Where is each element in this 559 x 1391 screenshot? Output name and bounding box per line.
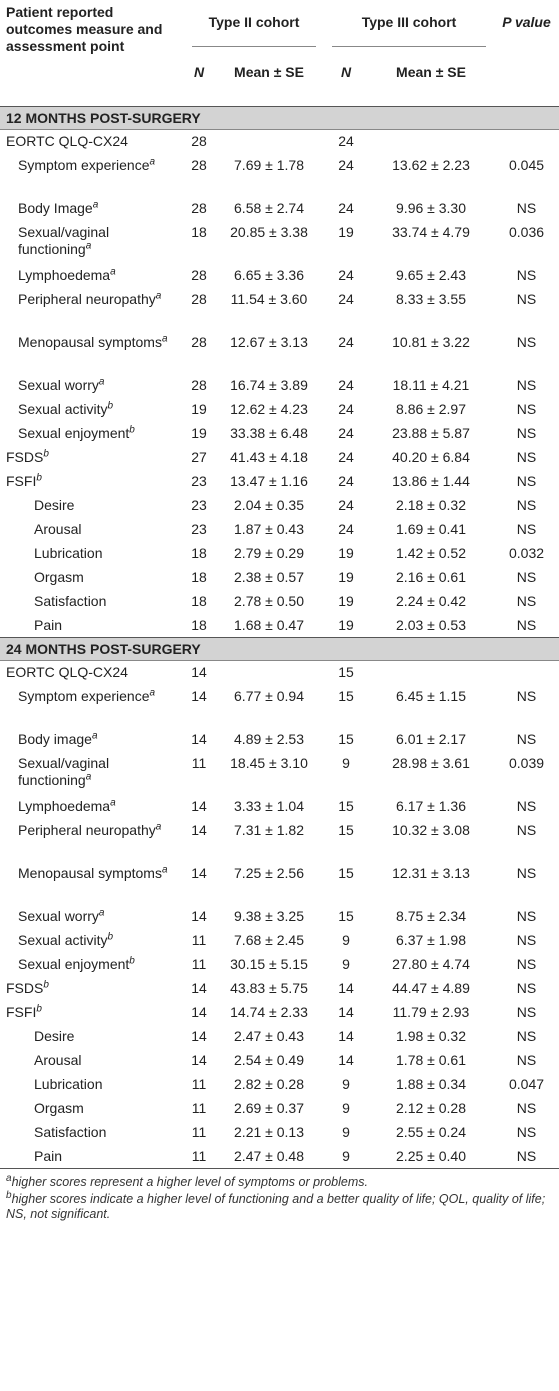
table-row bbox=[0, 795, 559, 819]
type3-n-cell: 9 bbox=[342, 754, 350, 771]
table-row bbox=[0, 819, 559, 862]
table-row bbox=[0, 542, 559, 566]
type3-n-cell: 24 bbox=[338, 376, 354, 393]
table-row bbox=[0, 1097, 559, 1121]
row-label: Menopausal symptoms$^a$ bbox=[18, 863, 168, 881]
type2-mean-cell: 2.79 ± 0.29 bbox=[234, 544, 304, 561]
type3-n-cell: 9 bbox=[324, 1145, 368, 1169]
type3-n-cell: 24 bbox=[338, 424, 354, 441]
type2-mean-cell: 16.74 ± 3.89 bbox=[230, 376, 308, 393]
type3-n-cell: 24 bbox=[338, 133, 354, 149]
p-value-cell: NS bbox=[516, 290, 537, 307]
row-label: Pain bbox=[34, 616, 63, 633]
type2-n-cell: 14 bbox=[191, 821, 207, 838]
p-value-cell: NS bbox=[516, 1099, 537, 1116]
type2-n-cell: 14 bbox=[191, 1003, 207, 1020]
p-value-cell: NS bbox=[516, 907, 537, 924]
type3-n-cell: 14 bbox=[338, 1003, 354, 1020]
footnote-marker: a bbox=[110, 265, 116, 277]
footnote-marker: b bbox=[43, 978, 49, 990]
footnote-marker: a bbox=[155, 820, 162, 832]
footnote-marker: b bbox=[107, 930, 114, 942]
type2-n-cell: 11 bbox=[184, 1145, 214, 1169]
row-label: Lubrication bbox=[34, 544, 103, 561]
type2-n-cell: 28 bbox=[191, 333, 207, 350]
footnote-marker: a bbox=[161, 332, 168, 344]
p-value-cell: NS bbox=[516, 821, 537, 838]
type3-mean-cell: 9.96 ± 3.30 bbox=[396, 199, 466, 216]
footnotes bbox=[0, 1169, 559, 1222]
type2-n-cell: 11 bbox=[191, 931, 207, 948]
type3-mean-cell: 6.01 ± 2.17 bbox=[396, 730, 466, 747]
type2-n-cell: 19 bbox=[191, 400, 207, 417]
type2-n-cell: 23 bbox=[191, 496, 207, 513]
p-value-cell: NS bbox=[516, 931, 537, 948]
row-label: Sexual/vaginal functioning$^a$ bbox=[18, 223, 110, 257]
type2-n-cell: 23 bbox=[191, 472, 207, 489]
p-value-cell: NS bbox=[516, 616, 537, 633]
table-row bbox=[0, 398, 559, 422]
row-label: Sexual worry$^a$ bbox=[18, 906, 105, 924]
type3-mean-cell: 9.65 ± 2.43 bbox=[396, 266, 466, 283]
type3-mean-cell: 2.18 ± 0.32 bbox=[396, 496, 466, 513]
footnote-marker: a bbox=[85, 239, 92, 251]
type3-mean-cell: 1.78 ± 0.61 bbox=[396, 1051, 466, 1068]
type3-mean-cell: 2.55 ± 0.24 bbox=[396, 1123, 466, 1140]
footnote-marker: a bbox=[161, 863, 168, 875]
table-row bbox=[0, 130, 559, 154]
type2-mean-cell: 2.54 ± 0.49 bbox=[234, 1051, 304, 1068]
type2-n-cell: 18 bbox=[191, 592, 207, 609]
type2-n-cell: 11 bbox=[191, 1099, 207, 1116]
type2-mean-cell: 2.04 ± 0.35 bbox=[234, 496, 304, 513]
type2-n-cell: 11 bbox=[191, 955, 207, 972]
type3-n-cell: 24 bbox=[338, 333, 354, 350]
p-value-cell: NS bbox=[516, 266, 537, 283]
type3-mean-cell: 33.74 ± 4.79 bbox=[392, 223, 470, 240]
table-row bbox=[0, 1073, 559, 1097]
p-value-cell: 0.036 bbox=[508, 223, 545, 240]
footnote-marker: a bbox=[149, 155, 156, 167]
footnote-marker: a bbox=[155, 289, 162, 301]
row-label: Orgasm bbox=[34, 568, 84, 585]
type2-n-cell: 14 bbox=[191, 797, 207, 814]
p-value-cell: NS bbox=[516, 472, 537, 489]
type2-mean-cell: 2.69 ± 0.37 bbox=[234, 1099, 304, 1116]
header-n-type3: N bbox=[324, 48, 368, 106]
table-row bbox=[0, 374, 559, 398]
type2-n-cell: 11 bbox=[191, 1123, 207, 1140]
table-row bbox=[0, 470, 559, 494]
p-value-cell bbox=[494, 661, 559, 685]
row-label: Lymphoedema$^a$ bbox=[18, 265, 116, 283]
header-mean-type2: Mean ± SE bbox=[214, 48, 324, 106]
type3-n-cell: 19 bbox=[338, 616, 354, 633]
type2-mean-cell: 2.82 ± 0.28 bbox=[234, 1075, 304, 1092]
section-title: 24 MONTHS POST-SURGERY bbox=[0, 638, 559, 661]
type3-mean-cell: 13.62 ± 2.23 bbox=[392, 156, 470, 173]
type2-mean-cell: 30.15 ± 5.15 bbox=[230, 955, 308, 972]
footnote-marker: b bbox=[36, 1002, 42, 1014]
type2-n-cell: 28 bbox=[191, 133, 207, 149]
type2-mean-cell: 1.68 ± 0.47 bbox=[234, 616, 304, 633]
type2-n-cell: 28 bbox=[191, 266, 207, 283]
section-header bbox=[0, 638, 559, 661]
row-label: Body Image$^a$ bbox=[18, 198, 99, 216]
section-title: 12 MONTHS POST-SURGERY bbox=[0, 107, 559, 130]
type3-n-cell: 15 bbox=[338, 664, 354, 680]
type2-n-cell: 28 bbox=[191, 376, 207, 393]
type3-mean-cell: 6.37 ± 1.98 bbox=[396, 931, 466, 948]
type2-mean-cell: 13.47 ± 1.16 bbox=[230, 472, 308, 489]
table-row bbox=[0, 422, 559, 446]
table-row bbox=[0, 905, 559, 929]
type2-n-cell: 14 bbox=[191, 687, 207, 704]
type3-n-cell: 15 bbox=[338, 797, 354, 814]
type3-n-cell: 9 bbox=[342, 931, 350, 948]
row-label: Peripheral neuropathy$^a$ bbox=[18, 289, 162, 307]
table-row bbox=[0, 264, 559, 288]
type2-n-cell: 18 bbox=[191, 223, 207, 240]
footnote-marker: b bbox=[129, 423, 135, 435]
row-label: Symptom experience$^a$ bbox=[18, 155, 156, 173]
type3-n-cell: 19 bbox=[338, 223, 354, 240]
row-label: Pain bbox=[0, 1145, 184, 1169]
type2-mean-cell bbox=[214, 661, 324, 685]
type2-n-cell: 18 bbox=[191, 616, 207, 633]
type3-mean-cell: 27.80 ± 4.74 bbox=[392, 955, 470, 972]
type2-mean-cell: 3.33 ± 1.04 bbox=[234, 797, 304, 814]
p-value-cell: NS bbox=[516, 496, 537, 513]
header-p-value: P value bbox=[502, 14, 551, 30]
type2-mean-cell: 6.65 ± 3.36 bbox=[234, 266, 304, 283]
type3-mean-cell: 6.17 ± 1.36 bbox=[396, 797, 466, 814]
type3-mean-cell: 40.20 ± 6.84 bbox=[392, 448, 470, 465]
type3-n-cell: 15 bbox=[338, 730, 354, 747]
row-label: Satisfaction bbox=[34, 1123, 107, 1140]
type2-n-cell: 27 bbox=[191, 448, 207, 465]
type2-mean-cell: 9.38 ± 3.25 bbox=[234, 907, 304, 924]
type3-mean-cell: 23.88 ± 5.87 bbox=[392, 424, 470, 441]
table-row bbox=[0, 929, 559, 953]
header-n-type2: N bbox=[184, 48, 214, 106]
row-label: FSDS$^b$ bbox=[6, 978, 49, 996]
p-value-cell: NS bbox=[516, 568, 537, 585]
type2-n-cell: 19 bbox=[191, 424, 207, 441]
footnote-marker: a bbox=[98, 906, 105, 918]
p-value-cell: NS bbox=[516, 1003, 537, 1020]
p-value-cell bbox=[494, 130, 559, 154]
type2-mean-cell: 7.69 ± 1.78 bbox=[234, 156, 304, 173]
row-label: Sexual activity$^b$ bbox=[18, 399, 114, 417]
type2-n-cell: 11 bbox=[191, 754, 207, 771]
p-value-cell: NS bbox=[516, 376, 537, 393]
table-row bbox=[0, 661, 559, 685]
p-value-cell: NS bbox=[516, 1123, 537, 1140]
table-row bbox=[0, 1145, 559, 1169]
type2-n-cell: 14 bbox=[191, 730, 207, 747]
footnote-marker: b bbox=[43, 447, 49, 459]
p-value-cell: NS bbox=[516, 955, 537, 972]
type3-n-cell: 24 bbox=[338, 290, 354, 307]
type3-mean-cell: 10.32 ± 3.08 bbox=[392, 821, 470, 838]
p-value-cell: 0.045 bbox=[508, 156, 545, 173]
table-row bbox=[0, 590, 559, 614]
row-label: Body image$^a$ bbox=[18, 729, 98, 747]
table-row bbox=[0, 288, 559, 331]
table-row bbox=[0, 614, 559, 638]
type2-n-cell: 28 bbox=[191, 290, 207, 307]
table-row bbox=[0, 1025, 559, 1049]
type2-n-cell: 28 bbox=[191, 199, 207, 216]
type2-mean-cell: 2.21 ± 0.13 bbox=[234, 1123, 304, 1140]
type3-mean-cell: 1.42 ± 0.52 bbox=[396, 544, 466, 561]
type3-n-cell: 14 bbox=[338, 979, 354, 996]
table-row bbox=[0, 1049, 559, 1073]
p-value-cell: NS bbox=[516, 448, 537, 465]
row-label: Sexual/vaginal functioning$^a$ bbox=[18, 754, 110, 788]
type3-n-cell: 19 bbox=[338, 592, 354, 609]
type3-mean-cell: 13.86 ± 1.44 bbox=[392, 472, 470, 489]
type2-n-cell: 18 bbox=[191, 568, 207, 585]
row-label: Sexual activity$^b$ bbox=[18, 930, 114, 948]
type2-mean-cell: 33.38 ± 6.48 bbox=[230, 424, 308, 441]
type3-mean-cell: 10.81 ± 3.22 bbox=[392, 333, 470, 350]
type2-mean-cell: 6.77 ± 0.94 bbox=[234, 687, 304, 704]
p-value-cell: NS bbox=[516, 520, 537, 537]
type3-mean-cell bbox=[368, 130, 494, 154]
type3-n-cell: 9 bbox=[342, 955, 350, 972]
header-type2-cohort: Type II cohort bbox=[184, 0, 324, 48]
type2-mean-cell: 7.25 ± 2.56 bbox=[234, 864, 304, 881]
header-outcomes: Patient reported outcomes measure and assessment point bbox=[6, 4, 163, 54]
type3-mean-cell: 1.69 ± 0.41 bbox=[396, 520, 466, 537]
table-row bbox=[0, 566, 559, 590]
row-label: Sexual enjoyment$^b$ bbox=[18, 954, 135, 972]
table-body bbox=[0, 107, 559, 1169]
row-label: Menopausal symptoms$^a$ bbox=[18, 332, 168, 350]
type3-mean-cell: 2.12 ± 0.28 bbox=[396, 1099, 466, 1116]
table-row bbox=[0, 1001, 559, 1025]
type3-mean-cell: 8.33 ± 3.55 bbox=[396, 290, 466, 307]
type2-n-cell: 23 bbox=[191, 520, 207, 537]
type3-n-cell: 15 bbox=[338, 864, 354, 881]
type3-mean-cell: 44.47 ± 4.89 bbox=[392, 979, 470, 996]
footnote-marker: a bbox=[110, 796, 116, 808]
type3-n-cell: 24 bbox=[338, 520, 354, 537]
type2-n-cell: 28 bbox=[191, 156, 207, 173]
type2-mean-cell: 2.38 ± 0.57 bbox=[234, 568, 304, 585]
p-value-cell: 0.032 bbox=[508, 544, 545, 561]
footnote-marker: a bbox=[98, 375, 105, 387]
type3-n-cell: 19 bbox=[338, 568, 354, 585]
footnote-b: $^b$higher scores indicate a higher level of functioning and a better quality of life; QOL, quality of life; NS, not significant. bbox=[6, 1189, 546, 1221]
type2-n-cell: 14 bbox=[191, 979, 207, 996]
table-row bbox=[0, 862, 559, 905]
row-label: EORTC QLQ-CX24 bbox=[6, 664, 128, 680]
type2-mean-cell: 18.45 ± 3.10 bbox=[230, 754, 308, 771]
p-value-cell: NS bbox=[516, 333, 537, 350]
type3-n-cell: 9 bbox=[342, 1123, 350, 1140]
p-value-cell: NS bbox=[516, 1027, 537, 1044]
type2-n-cell: 18 bbox=[191, 544, 207, 561]
p-value-cell: NS bbox=[516, 424, 537, 441]
footnote-marker: b bbox=[107, 399, 114, 411]
row-label: Desire bbox=[34, 496, 75, 513]
type2-n-cell: 14 bbox=[191, 1051, 207, 1068]
type2-mean-cell: 12.62 ± 4.23 bbox=[230, 400, 308, 417]
table-row bbox=[0, 221, 559, 264]
type2-mean-cell: 1.87 ± 0.43 bbox=[234, 520, 304, 537]
type2-mean-cell: 4.89 ± 2.53 bbox=[234, 730, 304, 747]
type2-mean-cell: 7.68 ± 2.45 bbox=[234, 931, 304, 948]
table-row bbox=[0, 154, 559, 197]
type3-mean-cell: 8.86 ± 2.97 bbox=[396, 400, 466, 417]
p-value-cell: 0.047 bbox=[508, 1075, 545, 1092]
table-row bbox=[0, 494, 559, 518]
row-label: Arousal bbox=[34, 520, 82, 537]
p-value-cell: NS bbox=[516, 1051, 537, 1068]
type3-mean-cell: 2.03 ± 0.53 bbox=[396, 616, 466, 633]
type3-n-cell: 9 bbox=[342, 1099, 350, 1116]
row-label: Desire bbox=[34, 1027, 75, 1044]
type3-n-cell: 15 bbox=[338, 821, 354, 838]
footnote-a: $^a$higher scores represent a higher level of symptoms or problems. bbox=[6, 1172, 368, 1189]
p-value-cell: NS bbox=[516, 864, 537, 881]
type3-mean-cell: 28.98 ± 3.61 bbox=[392, 754, 470, 771]
p-value-cell: NS bbox=[516, 592, 537, 609]
table-row bbox=[0, 685, 559, 728]
type2-mean-cell: 12.67 ± 3.13 bbox=[230, 333, 308, 350]
row-label: Symptom experience$^a$ bbox=[18, 686, 156, 704]
row-label: Orgasm bbox=[34, 1099, 84, 1116]
type3-mean-cell: 1.98 ± 0.32 bbox=[396, 1027, 466, 1044]
header-mean-type3: Mean ± SE bbox=[368, 48, 494, 106]
row-label: Satisfaction bbox=[34, 592, 107, 609]
type3-mean-cell: 8.75 ± 2.34 bbox=[396, 907, 466, 924]
type3-mean-cell: 6.45 ± 1.15 bbox=[396, 687, 466, 704]
type3-n-cell: 24 bbox=[338, 156, 354, 173]
type2-mean-cell: 20.85 ± 3.38 bbox=[230, 223, 308, 240]
footnote-marker: b bbox=[129, 954, 135, 966]
p-value-cell: NS bbox=[516, 199, 537, 216]
type3-mean-cell: 2.25 ± 0.40 bbox=[368, 1145, 494, 1169]
type2-mean-cell: 6.58 ± 2.74 bbox=[234, 199, 304, 216]
type3-n-cell: 19 bbox=[338, 544, 354, 561]
type3-mean-cell bbox=[368, 661, 494, 685]
p-value-cell: NS bbox=[516, 400, 537, 417]
type2-mean-cell: 11.54 ± 3.60 bbox=[230, 290, 308, 307]
row-label: Peripheral neuropathy$^a$ bbox=[18, 820, 162, 838]
row-label: Lubrication bbox=[34, 1075, 103, 1092]
type3-n-cell: 24 bbox=[338, 496, 354, 513]
type3-n-cell: 15 bbox=[338, 907, 354, 924]
table-row bbox=[0, 518, 559, 542]
type2-n-cell: 14 bbox=[191, 864, 207, 881]
p-value-cell: 0.039 bbox=[508, 754, 545, 771]
type2-mean-cell: 2.47 ± 0.48 bbox=[214, 1145, 324, 1169]
type2-n-cell: 11 bbox=[191, 1075, 207, 1092]
type2-mean-cell: 2.47 ± 0.43 bbox=[234, 1027, 304, 1044]
type3-n-cell: 24 bbox=[338, 400, 354, 417]
table-row bbox=[0, 953, 559, 977]
row-label: Sexual enjoyment$^b$ bbox=[18, 423, 135, 441]
type3-n-cell: 9 bbox=[342, 1075, 350, 1092]
type2-n-cell: 14 bbox=[191, 1027, 207, 1044]
type3-mean-cell: 11.79 ± 2.93 bbox=[392, 1003, 470, 1020]
type3-n-cell: 14 bbox=[338, 1027, 354, 1044]
type3-n-cell: 24 bbox=[338, 472, 354, 489]
table-row bbox=[0, 1121, 559, 1145]
type3-mean-cell: 1.88 ± 0.34 bbox=[396, 1075, 466, 1092]
type2-n-cell: 14 bbox=[191, 907, 207, 924]
p-value-cell: NS bbox=[516, 687, 537, 704]
type2-n-cell: 14 bbox=[191, 664, 207, 680]
type3-mean-cell: 2.24 ± 0.42 bbox=[396, 592, 466, 609]
row-label: FSFI$^b$ bbox=[6, 1002, 42, 1020]
table-row bbox=[0, 752, 559, 795]
type2-mean-cell: 7.31 ± 1.82 bbox=[234, 821, 304, 838]
table-row bbox=[0, 446, 559, 470]
table-row bbox=[0, 331, 559, 374]
type2-mean-cell: 2.78 ± 0.50 bbox=[234, 592, 304, 609]
row-label: Arousal bbox=[34, 1051, 82, 1068]
type3-mean-cell: 12.31 ± 3.13 bbox=[392, 864, 470, 881]
row-label: FSFI$^b$ bbox=[6, 471, 42, 489]
footnote-marker: a bbox=[92, 198, 99, 210]
type3-n-cell: 24 bbox=[338, 448, 354, 465]
type2-mean-cell: 14.74 ± 2.33 bbox=[230, 1003, 308, 1020]
footnote-marker: a bbox=[149, 686, 156, 698]
table-row bbox=[0, 728, 559, 752]
type3-n-cell: 15 bbox=[338, 687, 354, 704]
type3-n-cell: 24 bbox=[338, 266, 354, 283]
row-label: EORTC QLQ-CX24 bbox=[6, 133, 128, 149]
type3-n-cell: 14 bbox=[338, 1051, 354, 1068]
header-type3-cohort: Type III cohort bbox=[324, 0, 494, 48]
type2-mean-cell: 41.43 ± 4.18 bbox=[230, 448, 308, 465]
row-label: Sexual worry$^a$ bbox=[18, 375, 105, 393]
type3-mean-cell: 2.16 ± 0.61 bbox=[396, 568, 466, 585]
row-label: FSDS$^b$ bbox=[6, 447, 49, 465]
p-value-cell: NS bbox=[516, 730, 537, 747]
type2-mean-cell: 43.83 ± 5.75 bbox=[230, 979, 308, 996]
type3-n-cell: 24 bbox=[338, 199, 354, 216]
row-label: Lymphoedema$^a$ bbox=[18, 796, 116, 814]
footnote-marker: a bbox=[85, 770, 92, 782]
section-header bbox=[0, 107, 559, 130]
p-value-cell: NS bbox=[494, 1145, 559, 1169]
p-value-cell: NS bbox=[516, 979, 537, 996]
table-row bbox=[0, 197, 559, 221]
type2-mean-cell bbox=[214, 130, 324, 154]
p-value-cell: NS bbox=[516, 797, 537, 814]
footnote-marker: b bbox=[36, 471, 42, 483]
table-row bbox=[0, 977, 559, 1001]
type3-mean-cell: 18.11 ± 4.21 bbox=[392, 376, 470, 393]
footnote-marker: a bbox=[91, 729, 98, 741]
